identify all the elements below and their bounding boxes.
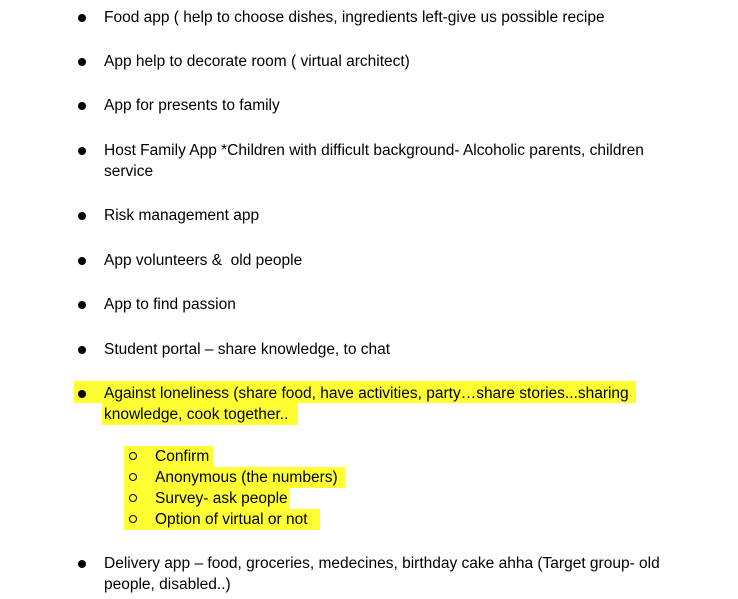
list-item-text-line2: people, disabled..) <box>104 576 231 593</box>
list-item-text-line1: Delivery app – food, groceries, medecines, birthday cake ahha (Target group- old <box>104 555 660 572</box>
sub-item-text: Confirm <box>155 448 210 465</box>
bullet-icon <box>78 58 86 66</box>
list-item-text: App for presents to family <box>104 97 280 114</box>
list-item-text: App help to decorate room ( virtual architect) <box>104 53 410 70</box>
list-item-text: App to find passion <box>104 296 236 313</box>
bullet-icon <box>78 346 86 354</box>
circle-bullet-icon <box>129 494 137 502</box>
bullet-icon <box>78 212 86 220</box>
list-item-text-line2: knowledge, cook together.. <box>104 406 289 423</box>
bullet-icon <box>78 102 86 110</box>
list-item-text: Food app ( help to choose dishes, ingredients left-give us possible recipe <box>104 9 605 26</box>
circle-bullet-icon <box>129 473 137 481</box>
list-item-text-line1: Host Family App *Children with difficult background- Alcoholic parents, children <box>104 142 644 159</box>
list-item-text-line1: Against loneliness (share food, have activities, party…share stories...sharing <box>104 385 629 402</box>
bullet-icon <box>78 560 86 568</box>
list-item-text: Risk management app <box>104 207 260 224</box>
circle-bullet-icon <box>129 515 137 523</box>
bullet-icon <box>78 257 86 265</box>
bullet-icon <box>78 14 86 22</box>
bullet-icon <box>78 301 86 309</box>
list-item-text-line2: service <box>104 163 154 180</box>
sub-item-text: Option of virtual or not <box>155 511 308 528</box>
bullet-icon <box>78 390 86 398</box>
list-item-text: Student portal – share knowledge, to chat <box>104 341 391 358</box>
bullet-icon <box>78 147 86 155</box>
circle-bullet-icon <box>129 452 137 460</box>
sub-item-text: Survey- ask people <box>155 490 288 507</box>
list-item-text: App volunteers & old people <box>104 252 303 269</box>
sub-item-text: Anonymous (the numbers) <box>155 469 338 486</box>
